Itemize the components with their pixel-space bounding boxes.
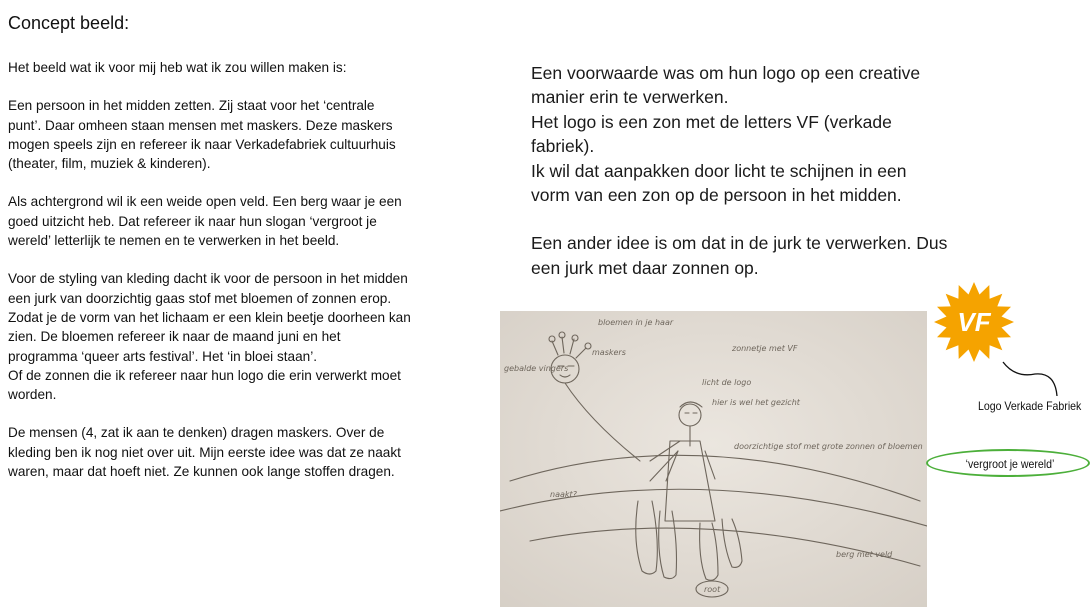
sketch-note-naakt: naakt? — [550, 490, 577, 499]
paragraph-people — [8, 423, 478, 481]
sketch-note-maskers: maskers — [592, 348, 626, 357]
text-line: fabriek). — [531, 136, 595, 157]
logo-caption: Logo Verkade Fabriek — [978, 399, 1082, 413]
page-title: Concept beeld: — [8, 13, 130, 33]
sketch-note-root: root — [704, 585, 721, 594]
text-line: een jurk met daar zonnen op. — [531, 257, 759, 278]
sketch-note-dress: doorzichtige stof met grote zonnen of bloemen — [734, 442, 923, 451]
text-line: mogen speels zijn en refereer ik naar Verkadefabriek cultuurhuis — [8, 136, 396, 152]
text-line: een jurk van doorzichtig gaas stof met bloemen of zonnen erop. — [8, 290, 392, 306]
text-line: Een ander idee is om dat in de jurk te verwerken. Dus — [531, 233, 948, 254]
sketch-note-sun: zonnetje met VF — [732, 344, 798, 353]
sketch-note-light: licht de logo — [702, 378, 752, 387]
paragraph-background — [8, 192, 478, 250]
vf-sun-logo — [933, 281, 1015, 363]
text-line: manier erin te verwerken. — [531, 87, 729, 108]
text-line: Als achtergrond wil ik een weide open veld. Een berg waar je een — [8, 194, 402, 210]
sketch-note-left: gebalde vingers — [504, 364, 569, 373]
logo-callout-line — [995, 360, 1065, 400]
logo-text: VF — [957, 307, 991, 337]
text-line: worden. — [8, 387, 57, 403]
paragraph-styling — [8, 269, 478, 404]
right-text-column — [531, 61, 1051, 304]
text-line: Voor de styling van kleding dacht ik voor de persoon in het midden — [8, 271, 408, 287]
text-line: Het logo is een zon met de letters VF (verkade — [531, 111, 892, 132]
sketch-note-top: bloemen in je haar — [598, 318, 674, 327]
text-line: Zodat je de vorm van het lichaam er een klein beetje doorheen kan — [8, 309, 411, 325]
concept-sketch-photo — [500, 311, 927, 607]
paragraph-logo-condition — [531, 61, 1051, 207]
text-line: kleding ben ik nog niet over uit. Mijn eerste idee was dat ze naakt — [8, 444, 401, 460]
text-line: goed uitzicht heb. Dat refereer ik naar hun slogan ‘vergroot je — [8, 213, 377, 229]
left-text-column — [8, 58, 478, 500]
paragraph-intro — [8, 58, 478, 77]
slogan-ellipse — [926, 449, 1090, 477]
sketch-drawing — [500, 311, 927, 607]
text-line: Ik wil dat aanpakken door licht te schijnen in een — [531, 160, 907, 181]
text-line: Een persoon in het midden zetten. Zij staat voor het ‘centrale — [8, 98, 375, 114]
text-line: Een voorwaarde was om hun logo op een creative — [531, 63, 921, 83]
text-line: Het beeld wat ik voor mij heb wat ik zou willen maken is: — [8, 60, 347, 75]
text-line: De mensen (4, zat ik aan te denken) dragen maskers. Over de — [8, 425, 385, 441]
text-line: vorm van een zon op de persoon in het midden. — [531, 185, 902, 206]
text-line: zien. De bloemen refereer ik naar de maand juni en het — [8, 329, 341, 345]
paragraph-dress-idea — [531, 231, 1051, 280]
text-line: waren, maar dat hoeft niet. Ze kunnen ook lange stoffen dragen. — [8, 464, 395, 480]
text-line: Of de zonnen die ik refereer naar hun logo die erin verwerkt moet — [8, 367, 401, 383]
text-line: (theater, film, muziek & kinderen). — [8, 156, 211, 172]
paragraph-person — [8, 96, 478, 173]
text-line: punt’. Daar omheen staan mensen met maskers. Deze maskers — [8, 117, 393, 133]
text-line: wereld’ letterlijk te nemen en te verwerken in het beeld. — [8, 233, 340, 249]
text-line: programma ‘queer arts festival’. Het ‘in bloei staan’. — [8, 348, 318, 364]
sketch-note-hier: hier is wel het gezicht — [712, 398, 800, 407]
slogan-text: ‘vergroot je wereld’ — [965, 457, 1055, 471]
sketch-note-hill: berg met veld — [836, 550, 893, 559]
